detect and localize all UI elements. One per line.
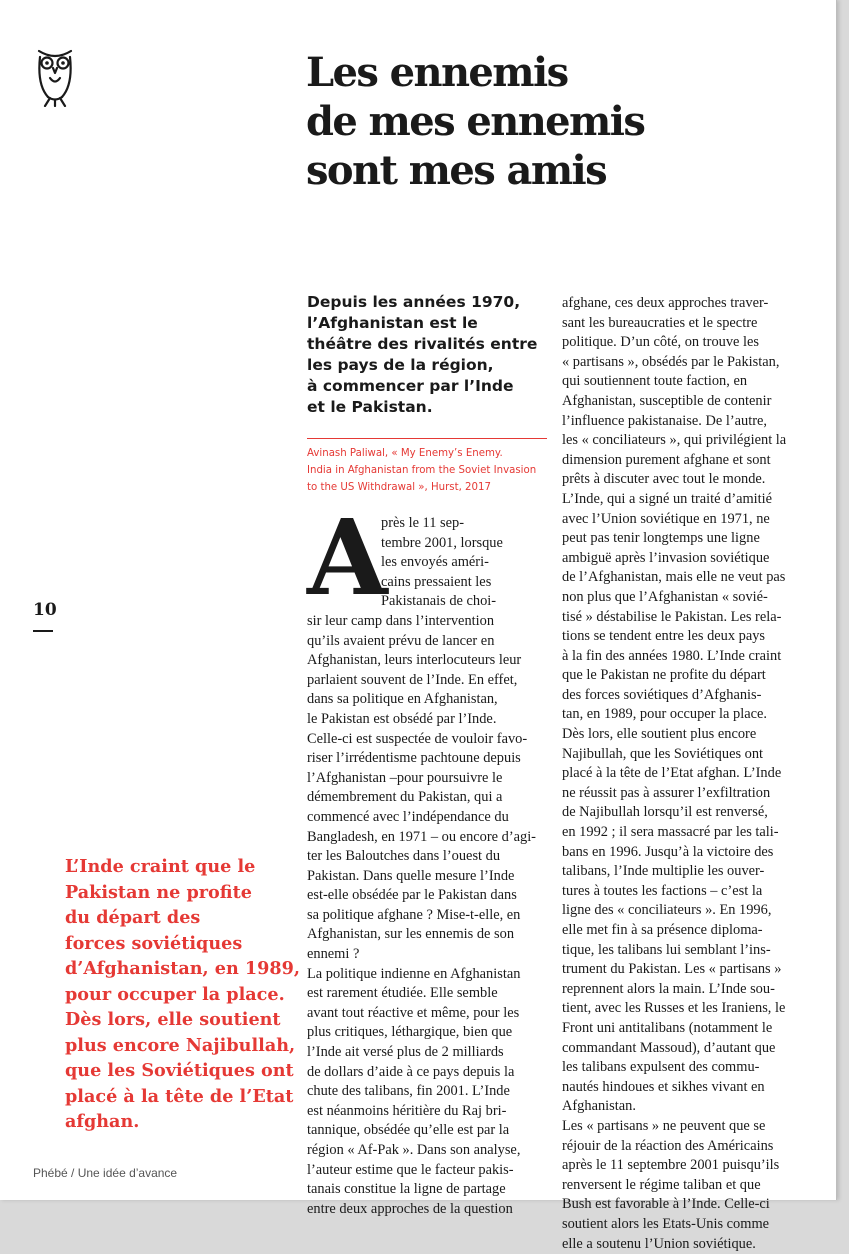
body-line: qui soutiennent toute faction, en — [562, 372, 797, 392]
body-line: placé à la tête de l’Etat afghan. L’Inde — [562, 764, 797, 784]
book-reference — [307, 438, 547, 496]
body-line: les « conciliateurs », qui privilégient la — [562, 431, 797, 451]
body-line: de dollars d’aide à ce pays depuis la — [307, 1063, 547, 1083]
pull-quote-line: que les Soviétiques ont — [65, 1058, 295, 1084]
body-line: elle a soutenu l’Union soviétique. — [562, 1235, 797, 1254]
body-line: avant tout réactive et même, pour les — [307, 1004, 547, 1024]
body-line: Les « partisans » ne peuvent que se — [562, 1117, 797, 1137]
body-line: Pakistan. Dans quelle mesure l’Inde — [307, 867, 547, 887]
body-line: qu’ils avaient prévu de lancer en — [307, 632, 547, 652]
body-line: de Najibullah lorsqu’il est renversé, — [562, 803, 797, 823]
lead-line: théâtre des rivalités entre — [307, 334, 547, 355]
body-line: région « Af-Pak ». Dans son analyse, — [307, 1141, 547, 1161]
body-line: après le 11 septembre 2001 puisqu’ils — [562, 1156, 797, 1176]
body-line: à la fin des années 1980. L’Inde craint — [562, 647, 797, 667]
source-line: Avinash Paliwal, « My Enemy’s Enemy. — [307, 445, 547, 462]
body-column-1 — [307, 514, 547, 1219]
source-line: to the US Withdrawal », Hurst, 2017 — [307, 479, 547, 496]
body-line: sant les bureaucraties et le spectre — [562, 314, 797, 334]
body-line: l’Inde ait versé plus de 2 milliards — [307, 1043, 547, 1063]
body-line: afghane, ces deux approches traver- — [562, 294, 797, 314]
body-line: riser l’irrédentisme pachtoune depuis — [307, 749, 547, 769]
pull-quote-line: forces soviétiques — [65, 931, 295, 957]
body-line: en 1992 ; il sera massacré par les tali- — [562, 823, 797, 843]
pull-quote-line: afghan. — [65, 1109, 295, 1135]
body-line: réjouir de la réaction des Américains — [562, 1137, 797, 1157]
body-line: est rarement étudiée. Elle semble — [307, 984, 547, 1004]
body-line: entre deux approches de la question — [307, 1200, 547, 1220]
drop-cap: A — [307, 512, 388, 604]
pull-quote-line: pour occuper la place. — [65, 982, 295, 1008]
body-line: Afghanistan, leurs interlocuteurs leur — [307, 651, 547, 671]
owl-icon — [36, 47, 74, 107]
pull-quote — [65, 854, 295, 1135]
body-line: que le Pakistan ne profite du départ — [562, 666, 797, 686]
body-line: tan, en 1989, pour occuper la place. — [562, 705, 797, 725]
body-line: est-elle obsédée par le Pakistan dans — [307, 886, 547, 906]
page-number: 10 — [33, 600, 57, 620]
body-line: commandant Massoud), d’autant que — [562, 1039, 797, 1059]
body-line: cains pressaient les — [307, 573, 547, 593]
body-line: tient, avec les Russes et les Iraniens, le — [562, 999, 797, 1019]
body-line: démembrement du Pakistan, qui a — [307, 788, 547, 808]
body-line: ne réussit pas à assurer l’exfiltration — [562, 784, 797, 804]
body-line: L’Inde, qui a signé un traité d’amitié — [562, 490, 797, 510]
body-line: le Pakistan est obsédé par l’Inde. — [307, 710, 547, 730]
body-line: Najibullah, que les Soviétiques ont — [562, 745, 797, 765]
body-line: elle met fin à sa présence diploma- — [562, 921, 797, 941]
source-line: India in Afghanistan from the Soviet Invasion — [307, 462, 547, 479]
body-line: ter les Baloutches dans l’ouest du — [307, 847, 547, 867]
body-line: bans en 1996. Jusqu’à la victoire des — [562, 843, 797, 863]
body-line: nautés hindoues et sikhes vivant en — [562, 1078, 797, 1098]
pull-quote-line: Dès lors, elle soutient — [65, 1007, 295, 1033]
body-line: Afghanistan. — [562, 1097, 797, 1117]
body-line: des forces soviétiques d’Afghanis- — [562, 686, 797, 706]
body-line: La politique indienne en Afghanistan — [307, 965, 547, 985]
body-line: Celle-ci est suspectée de vouloir favo- — [307, 730, 547, 750]
body-line: Pakistanais de choi- — [307, 592, 547, 612]
body-line: l’Afghanistan –pour poursuivre le — [307, 769, 547, 789]
body-line: trument du Pakistan. Les « partisans » — [562, 960, 797, 980]
body-line: l’auteur estime que le facteur pakis- — [307, 1161, 547, 1181]
body-line: tures à toutes les factions – c’est la — [562, 882, 797, 902]
body-line: avec l’Union soviétique en 1971, ne — [562, 510, 797, 530]
pull-quote-line: d’Afghanistan, en 1989, — [65, 956, 295, 982]
body-line: Afghanistan, sur les ennemis de son — [307, 925, 547, 945]
lead-line: l’Afghanistan est le — [307, 313, 547, 334]
body-line: chute des talibans, fin 2001. L’Inde — [307, 1082, 547, 1102]
pull-quote-line: Pakistan ne profite — [65, 880, 295, 906]
body-line: plus critiques, léthargique, bien que — [307, 1023, 547, 1043]
body-line: reprennent alors la main. L’Inde sou- — [562, 980, 797, 1000]
body-line: l’influence pakistanaise. De l’autre, — [562, 412, 797, 432]
body-line: tisé » déstabilise le Pakistan. Les rela- — [562, 608, 797, 628]
body-line: Bangladesh, en 1971 – ou encore d’agi- — [307, 828, 547, 848]
page-number-rule — [33, 630, 53, 632]
title-line: de mes ennemis — [306, 97, 726, 146]
body-line: sir leur camp dans l’intervention — [307, 612, 547, 632]
body-line: les envoyés améri- — [307, 553, 547, 573]
lead-line: et le Pakistan. — [307, 397, 547, 418]
title-line: sont mes amis — [306, 146, 726, 195]
pull-quote-line: du départ des — [65, 905, 295, 931]
body-line: prêts à discuter avec tout le monde. — [562, 470, 797, 490]
body-line: sa politique afghane ? Mise-t-elle, en — [307, 906, 547, 926]
body-line: tembre 2001, lorsque — [307, 534, 547, 554]
pull-quote-line: placé à la tête de l’Etat — [65, 1084, 295, 1110]
body-line: est néanmoins héritière du Raj bri- — [307, 1102, 547, 1122]
article-title — [306, 48, 726, 195]
body-line: parlaient souvent de l’Inde. En effet, — [307, 671, 547, 691]
footer-publication: Phébé / Une idée d’avance — [33, 1166, 177, 1180]
pull-quote-line: plus encore Najibullah, — [65, 1033, 295, 1059]
body-line: ligne des « conciliateurs ». En 1996, — [562, 901, 797, 921]
lead-line: à commencer par l’Inde — [307, 376, 547, 397]
body-line: ennemi ? — [307, 945, 547, 965]
body-line: dans sa politique en Afghanistan, — [307, 690, 547, 710]
body-line: tions se tendent entre les deux pays — [562, 627, 797, 647]
body-line: ambiguë après l’invasion soviétique — [562, 549, 797, 569]
body-line: non plus que l’Afghanistan « sovié- — [562, 588, 797, 608]
body-line: tique, les talibans lui semblant l’ins- — [562, 941, 797, 961]
body-line: « partisans », obsédés par le Pakistan, — [562, 353, 797, 373]
body-line: Afghanistan, susceptible de contenir — [562, 392, 797, 412]
lead-line: les pays de la région, — [307, 355, 547, 376]
body-line: politique. D’un côté, on trouve les — [562, 333, 797, 353]
body-column-2 — [562, 294, 797, 1254]
body-line: les talibans expulsent des commu- — [562, 1058, 797, 1078]
body-line: Bush est favorable à l’Inde. Celle-ci — [562, 1195, 797, 1215]
body-line: peut pas tenir longtemps une ligne — [562, 529, 797, 549]
body-line: Front uni antitalibans (notamment le — [562, 1019, 797, 1039]
pull-quote-line: L’Inde craint que le — [65, 854, 295, 880]
body-line: renversent le régime taliban et que — [562, 1176, 797, 1196]
title-line: Les ennemis — [306, 48, 726, 97]
body-line: de l’Afghanistan, mais elle ne veut pas — [562, 568, 797, 588]
lead-line: Depuis les années 1970, — [307, 292, 547, 313]
body-line: dimension purement afghane et sont — [562, 451, 797, 471]
body-line: Dès lors, elle soutient plus encore — [562, 725, 797, 745]
body-line: tanais constitue la ligne de partage — [307, 1180, 547, 1200]
body-line: soutient alors les Etats-Unis comme — [562, 1215, 797, 1235]
lead-paragraph — [307, 292, 547, 418]
body-line: tannique, obsédée qu’elle est par la — [307, 1121, 547, 1141]
body-line: talibans, l’Inde multiplie les ouver- — [562, 862, 797, 882]
body-line: près le 11 sep- — [307, 514, 547, 534]
body-line: commencé avec l’indépendance du — [307, 808, 547, 828]
